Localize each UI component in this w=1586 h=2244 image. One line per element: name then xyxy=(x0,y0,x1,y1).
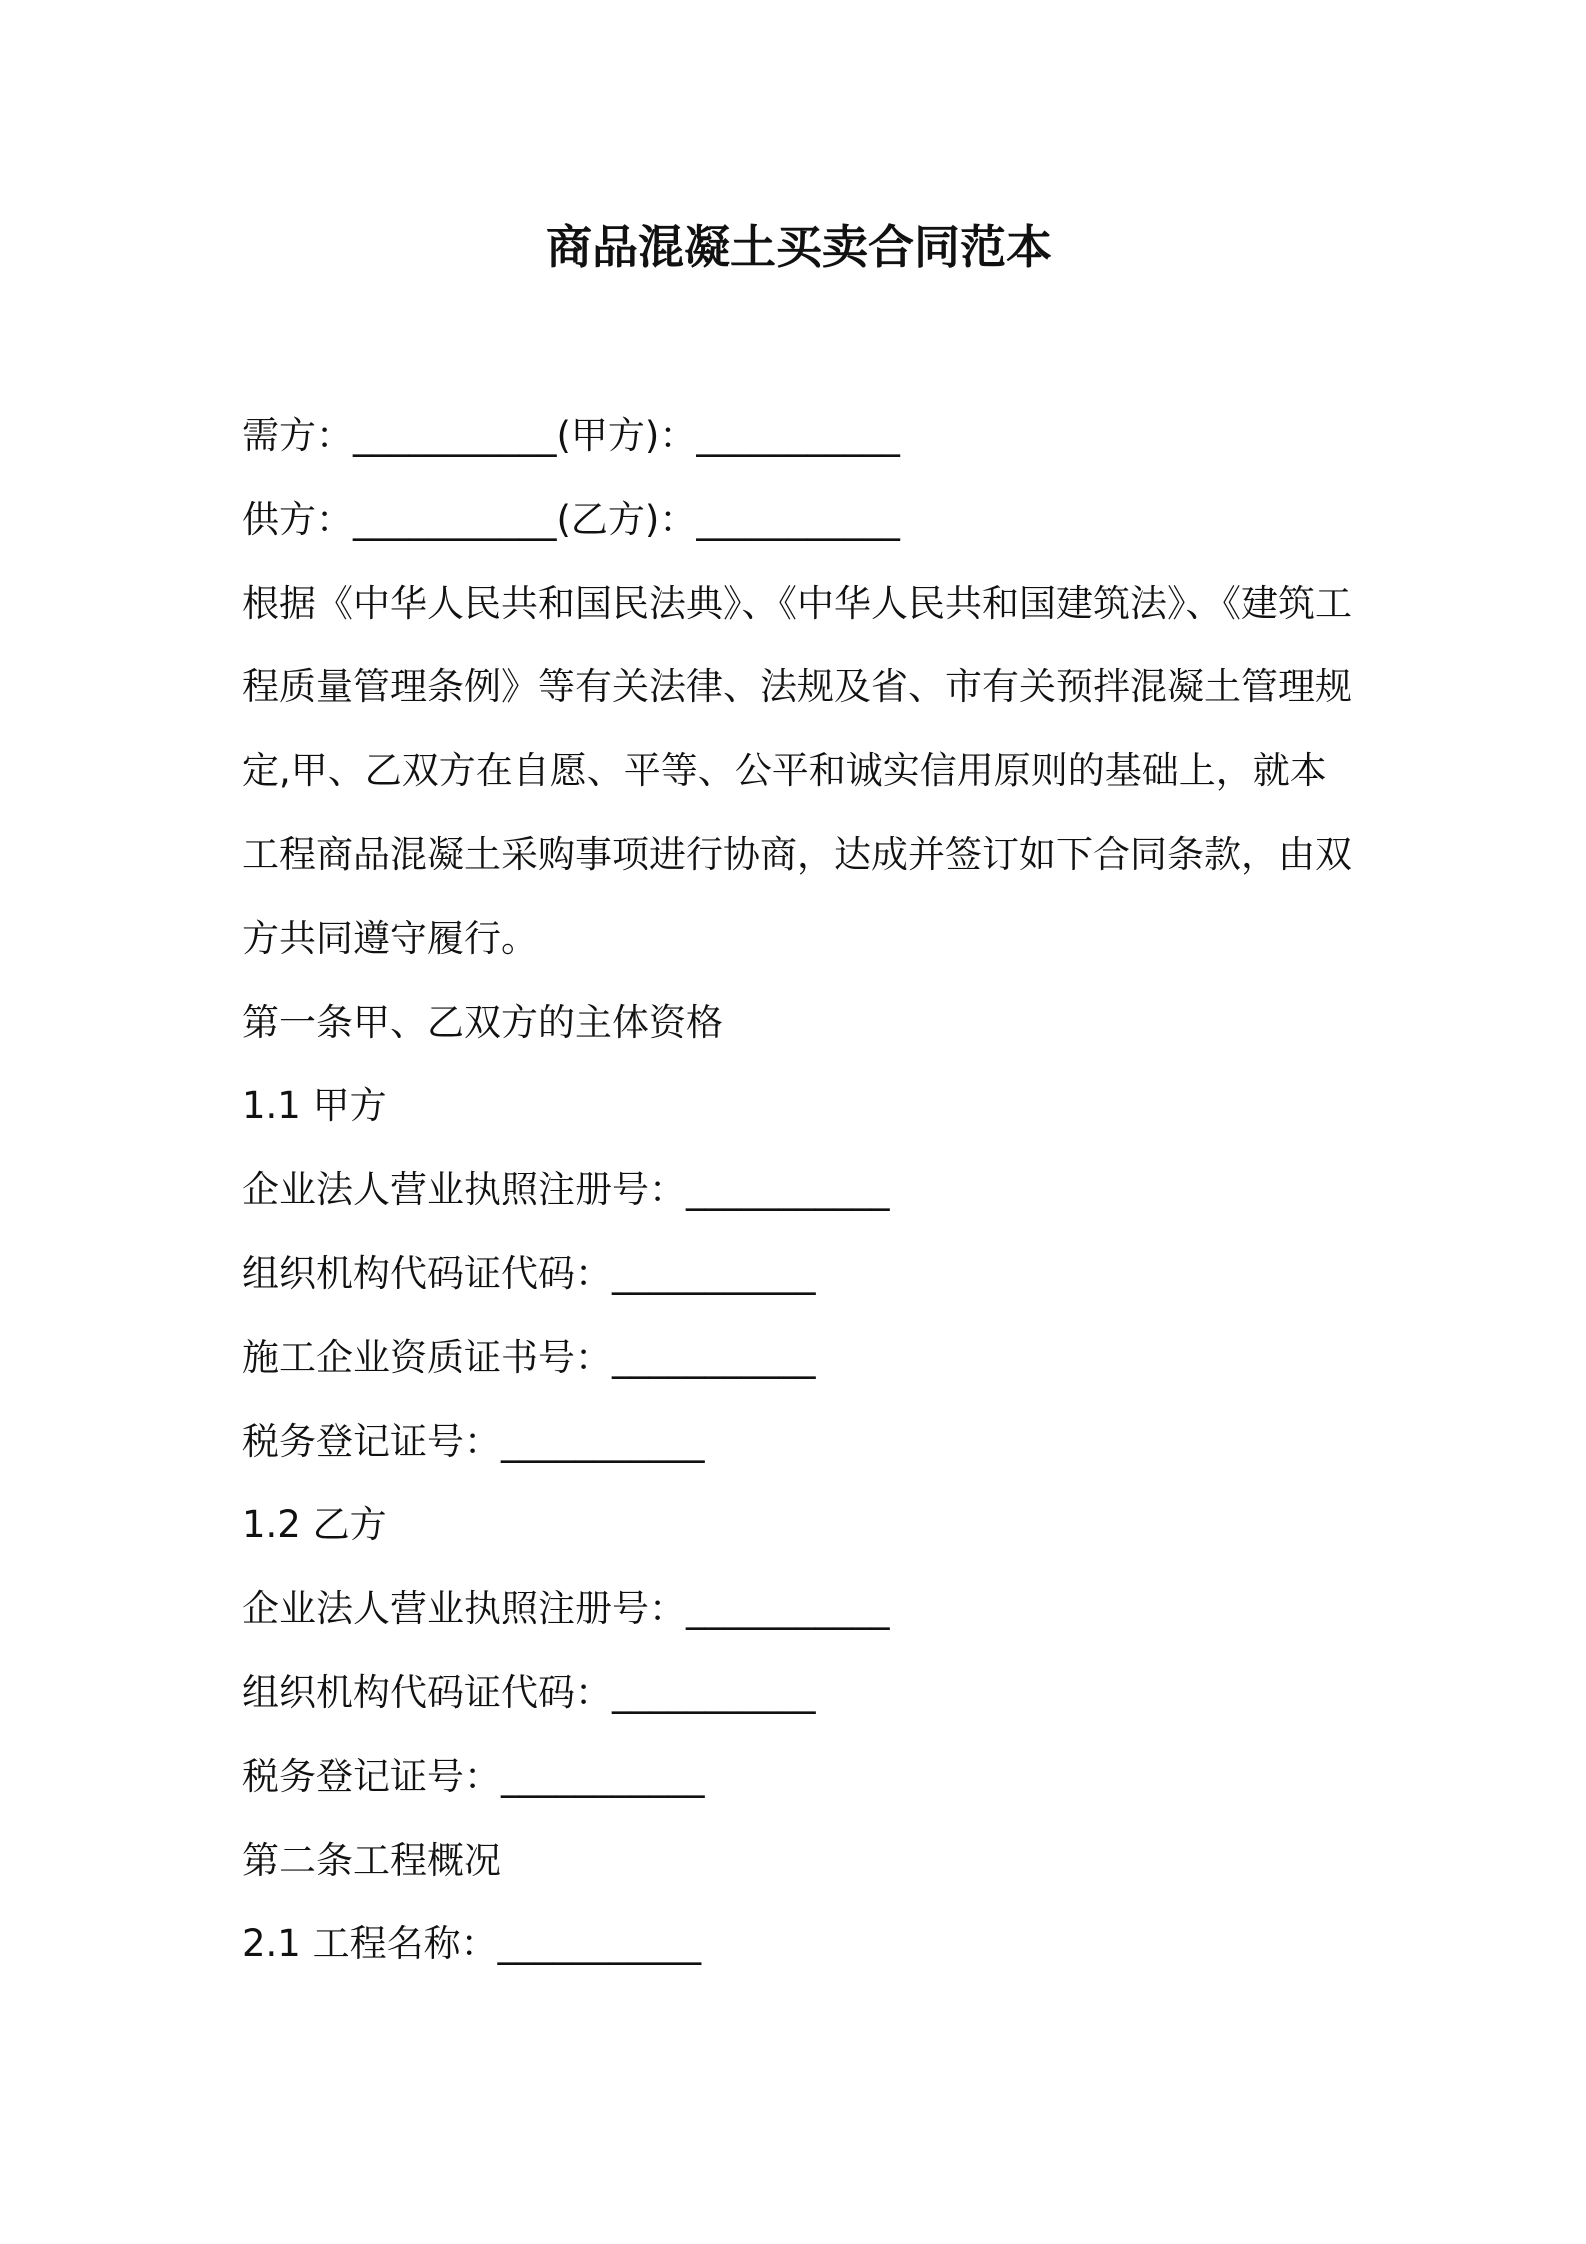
buyer-label: 需方： xyxy=(242,414,353,457)
party-a-heading: 1.1 甲方 xyxy=(242,1084,387,1128)
field-blank: ___________ xyxy=(501,1419,705,1463)
buyer-name-blank: ___________ xyxy=(353,414,557,457)
preamble-line: 定,甲、乙双方在自愿、平等、公平和诚实信用原则的基础上，就本 xyxy=(242,749,1327,793)
party-a-business-license-field xyxy=(242,1148,1356,1232)
party-b-tax-registration-field xyxy=(242,1735,1356,1819)
preamble-line: 方共同遵守履行。 xyxy=(242,916,538,960)
preamble-line: 工程商品混凝土采购事项进行协商，达成并签订如下合同条款，由双 xyxy=(242,832,1352,876)
field-blank: ___________ xyxy=(612,1335,816,1379)
field-blank: ___________ xyxy=(686,1587,890,1631)
field-label: 税务登记证号： xyxy=(242,1419,501,1463)
field-label: 组织机构代码证代码： xyxy=(242,1670,612,1714)
field-label: 组织机构代码证代码： xyxy=(242,1251,612,1295)
document-title: 商品混凝土买卖合同范本 xyxy=(546,220,1052,274)
project-name-field xyxy=(242,1902,1356,1986)
field-blank: ___________ xyxy=(501,1754,705,1798)
party-a-tax-registration-field xyxy=(242,1400,1356,1484)
buyer-role-blank: ___________ xyxy=(696,414,900,457)
field-blank: ___________ xyxy=(497,1922,702,1966)
field-blank: ___________ xyxy=(612,1670,816,1714)
preamble-line: 根据《中华人民共和国民法典》、《中华人民共和国建筑法》、《建筑工 xyxy=(242,581,1352,625)
contract-body xyxy=(242,394,1356,1986)
buyer-line xyxy=(242,394,1356,478)
field-label: 施工企业资质证书号： xyxy=(242,1335,612,1379)
field-blank: ___________ xyxy=(612,1251,816,1295)
party-b-heading: 1.2 乙方 xyxy=(242,1503,387,1547)
seller-role-blank: ___________ xyxy=(696,497,900,541)
field-label: 企业法人营业执照注册号： xyxy=(242,1168,686,1212)
seller-label: 供方： xyxy=(242,497,353,541)
seller-name-blank: ___________ xyxy=(353,497,557,541)
party-a-org-code-field xyxy=(242,1232,1356,1316)
article-2-heading: 第二条工程概况 xyxy=(242,1838,501,1882)
party-b-business-license-field xyxy=(242,1567,1356,1651)
party-b-org-code-field xyxy=(242,1651,1356,1735)
field-blank: ___________ xyxy=(686,1168,890,1212)
seller-role-label: (乙方)： xyxy=(556,497,697,541)
article-1-heading: 第一条甲、乙双方的主体资格 xyxy=(242,1000,723,1044)
field-label: 企业法人营业执照注册号： xyxy=(242,1587,686,1631)
field-label: 2.1 工程名称： xyxy=(242,1922,498,1966)
party-a-qualification-cert-field xyxy=(242,1316,1356,1400)
seller-line xyxy=(242,478,1356,562)
buyer-role-label: (甲方)： xyxy=(556,414,697,457)
field-label: 税务登记证号： xyxy=(242,1754,501,1798)
preamble-paragraph xyxy=(242,562,1356,981)
preamble-line: 程质量管理条例》等有关法律、法规及省、市有关预拌混凝土管理规 xyxy=(242,665,1352,709)
document-content xyxy=(242,205,1356,1986)
